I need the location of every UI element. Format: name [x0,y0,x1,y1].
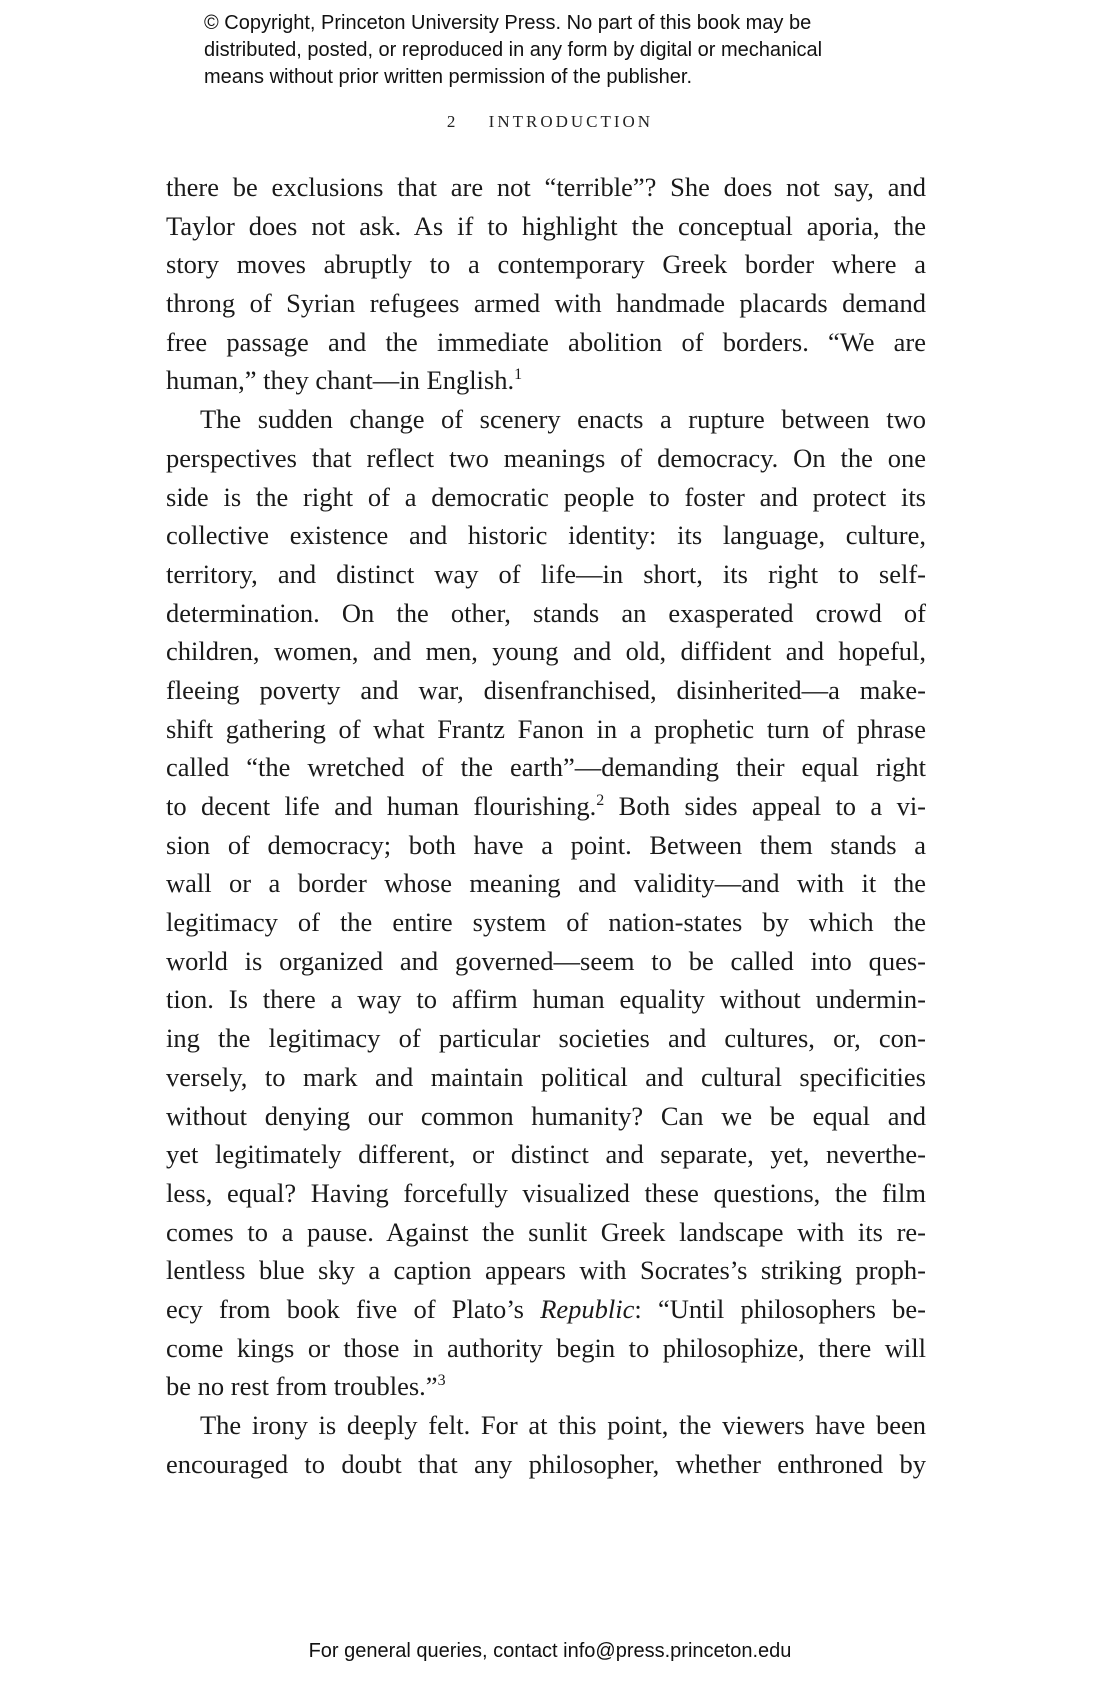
text-line: The sudden change of scenery enacts a rupture between two [200,404,926,435]
text-line: lentless blue sky a caption appears with Socrates’s striking proph- [166,1255,926,1286]
text-run: ecy from book five of Plato’s [166,1293,541,1324]
text-line: fleeing poverty and war, disenfranchised, disinherited—a make- [166,674,926,705]
text-run: Both sides appeal to a vi- [604,791,927,821]
footer-contact: For general queries, contact info@press.princeton.edu [308,1640,792,1662]
text-line: comes to a pause. Against the sunlit Greek landscape with its re- [166,1216,926,1247]
text-line: Taylor does not ask. As if to highlight the conceptual aporia, the [166,210,926,241]
text-line: perspectives that reflect two meanings of democracy. On the one [166,442,926,473]
text-line: versely, to mark and maintain political and cultural specificities [166,1061,926,1092]
text-line: legitimacy of the entire system of nation-states by which the [166,907,926,938]
text-line: children, women, and men, young and old, diffident and hopeful, [166,636,926,667]
text-line: called “the wretched of the earth”—demanding their equal right [166,752,926,783]
copyright-line: means without prior written permission of the publisher. [204,66,693,88]
text-line: come kings or those in authority begin to philosophize, there will [166,1332,926,1363]
text-line: there be exclusions that are not “terrible”? She does not say, and [166,172,926,202]
text-line [166,787,926,826]
text-line [166,361,926,400]
text-run: be no rest from troubles.” [166,1371,438,1402]
running-head [0,112,1100,132]
text-line: world is organized and governed—seem to be called into ques- [166,945,926,976]
text-run: human,” they chant—in English. [166,365,515,396]
text-line: ing the legitimacy of particular societies and cultures, or, con- [166,1023,926,1054]
text-line: tion. Is there a way to affirm human equality without undermin- [166,984,926,1015]
text-line: shift gathering of what Frantz Fanon in a prophetic turn of phrase [166,713,926,744]
text-line: sion of democracy; both have a point. Between them stands a [166,829,926,860]
text-line: The irony is deeply felt. For at this point, the viewers have been [200,1410,926,1440]
text-line: yet legitimately different, or distinct and separate, yet, neverthe- [166,1139,926,1170]
text-line: encouraged to doubt that any philosopher, whether enthroned by [166,1448,926,1479]
page-number: 2 [446,112,456,131]
copyright-line: © Copyright, Princeton University Press. No part of this book may be [204,12,812,34]
running-title: INTRODUCTION [488,112,654,131]
text-line: throng of Syrian refugees armed with handmade placards demand [166,288,926,319]
footnote-marker: 2 [596,792,605,810]
copyright-line: distributed, posted, or reproduced in any form by digital or mechanical [204,39,823,61]
text-line [166,1290,926,1329]
text-line: without denying our common humanity? Can we be equal and [166,1100,926,1131]
copyright-notice [204,10,924,91]
text-line: story moves abruptly to a contemporary Greek border where a [166,249,926,280]
text-line: free passage and the immediate abolition of borders. “We are [166,326,926,357]
text-line: less, equal? Having forcefully visualized these questions, the film [166,1177,926,1208]
text-line: territory, and distinct way of life—in short, its right to self- [166,558,926,589]
text-run: to decent life and human flourishing. [166,791,597,821]
text-line [166,1367,926,1406]
text-line: determination. On the other, stands an exasperated crowd of [166,597,926,628]
footnote-marker: 3 [437,1372,446,1390]
footnote-marker: 1 [514,366,523,384]
text-run: : “Until philosophers be- [634,1293,927,1324]
body-text [166,168,926,1483]
text-line: collective existence and historic identity: its language, culture, [166,520,926,551]
text-line: wall or a border whose meaning and validity—and with it the [166,868,926,899]
text-line: side is the right of a democratic people to foster and protect its [166,481,926,512]
book-title: Republic [540,1293,635,1324]
